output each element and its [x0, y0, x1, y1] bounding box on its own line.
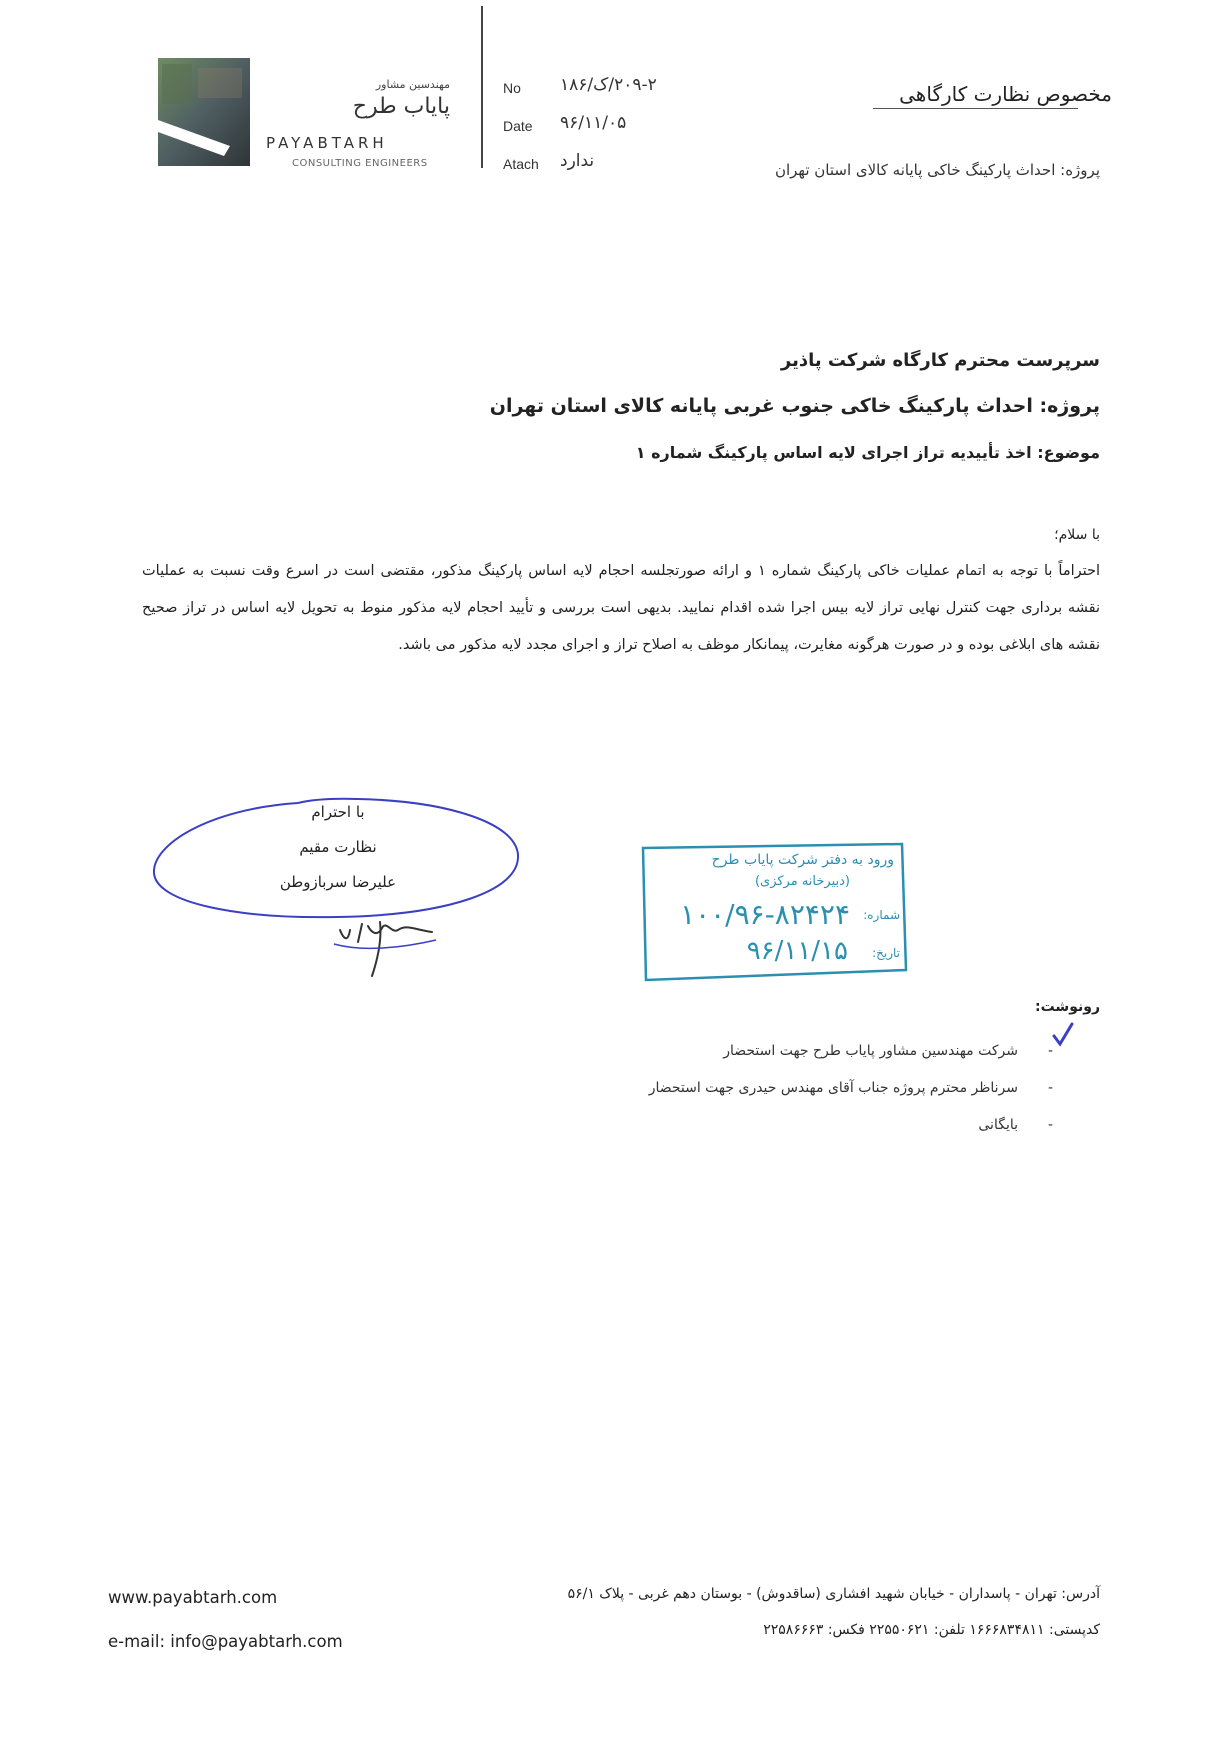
stamp-date: ۹۶/۱۱/۱۵: [746, 936, 848, 966]
meta-label-number: No: [503, 80, 521, 96]
signature-position: نظارت مقیم: [299, 838, 377, 856]
company-logo-icon: [158, 58, 250, 166]
header-divider: [481, 6, 483, 168]
footer-contact: کدپستی: ۱۶۶۶۸۳۴۸۱۱ تلفن: ۲۲۵۵۰۶۲۱ فکس: ۲۲۵۸۶۶۶۳: [763, 1622, 1100, 1638]
letter-body-paragraph: احتراماً با توجه به اتمام عملیات خاکی پارکینگ شماره ۱ و ارائه صورتجلسه احجام لایه اساس پارکینگ مذکور، مقتضی است در اسرع وقت نسبت به عملیات نقشه برداری جهت کنترل نهایی تراز لایه بیس اجرا شده اقدام نمایید. بدیهی است بررسی و تأیید احجام لایه مذکور منوط به تحویل لایه اساس در تراز صحیح نقشه های ابلاغی بوده و در صورت هرگونه مغایرت، پیمانکار موظف به اصلاح تراز و اجرای مجدد لایه مذکور می باشد.: [142, 563, 1100, 653]
handwritten-signature-icon: [332, 900, 442, 980]
cc-bullet: -: [1048, 1117, 1054, 1133]
stamp-number-label: شماره:: [863, 908, 900, 922]
logo-persian-name: پایاب طرح: [352, 94, 450, 119]
logo-english-name: PAYABTARH: [266, 134, 388, 152]
footer-website-link[interactable]: www.payabtarh.com: [108, 1588, 278, 1607]
receipt-stamp: [640, 840, 910, 986]
meta-label-attachment: Atach: [503, 156, 539, 172]
footer-address: آدرس: تهران - پاسداران - خیابان شهید افشاری (ساقدوش) - بوستان دهم غربی - پلاک ۵۶/۱: [567, 1586, 1100, 1602]
meta-value-date: ۹۶/۱۱/۰۵: [560, 113, 627, 133]
stamp-number: ۱۰۰/۹۶-۸۲۴۲۴: [680, 898, 850, 931]
cc-item: سرناظر محترم پروژه جناب آقای مهندس حیدری جهت استحضار: [648, 1080, 1018, 1096]
cc-label: رونوشت:: [1035, 999, 1100, 1015]
signature-name: علیرضا سربازوطن: [279, 873, 397, 891]
header-title: مخصوص نظارت کارگاهی: [899, 82, 1112, 106]
cc-bullet: -: [1048, 1080, 1054, 1096]
cc-bullet: -: [1048, 1043, 1054, 1059]
logo-english-subtitle: CONSULTING ENGINEERS: [292, 158, 428, 169]
logo-persian-subtitle: مهندسین مشاور: [375, 78, 450, 91]
cc-item: بایگانی: [978, 1117, 1018, 1133]
stamp-line1: ورود به دفتر شرکت پایاب طرح: [711, 852, 894, 868]
signature-closing: با احترام: [311, 803, 365, 821]
cc-item: شرکت مهندسین مشاور پایاب طرح جهت استحضار: [723, 1043, 1018, 1059]
footer-email-link[interactable]: e-mail: info@payabtarh.com: [108, 1632, 343, 1651]
subject-line: موضوع: اخذ تأییدیه تراز اجرای لایه اساس پارکینگ شماره ۱: [635, 443, 1100, 462]
meta-value-number: ۲۰۹-۲/ک/۱۸۶: [560, 75, 657, 95]
recipient-line: سرپرست محترم کارگاه شرکت پاذیر: [780, 350, 1100, 371]
stamp-line2: (دبیرخانه مرکزی): [754, 874, 850, 889]
header-project: پروژه: احداث پارکینگ خاکی پایانه کالای استان تهران: [774, 161, 1100, 179]
header-title-underline: [873, 108, 1078, 109]
greeting: با سلام؛: [1054, 527, 1100, 543]
meta-label-date: Date: [503, 118, 533, 134]
checkmark-icon: [1052, 1022, 1074, 1050]
meta-value-attachment: ندارد: [560, 151, 595, 171]
project-line: پروژه: احداث پارکینگ خاکی جنوب غربی پایانه کالای استان تهران: [489, 395, 1100, 417]
stamp-date-label: تاریخ:: [872, 946, 900, 960]
